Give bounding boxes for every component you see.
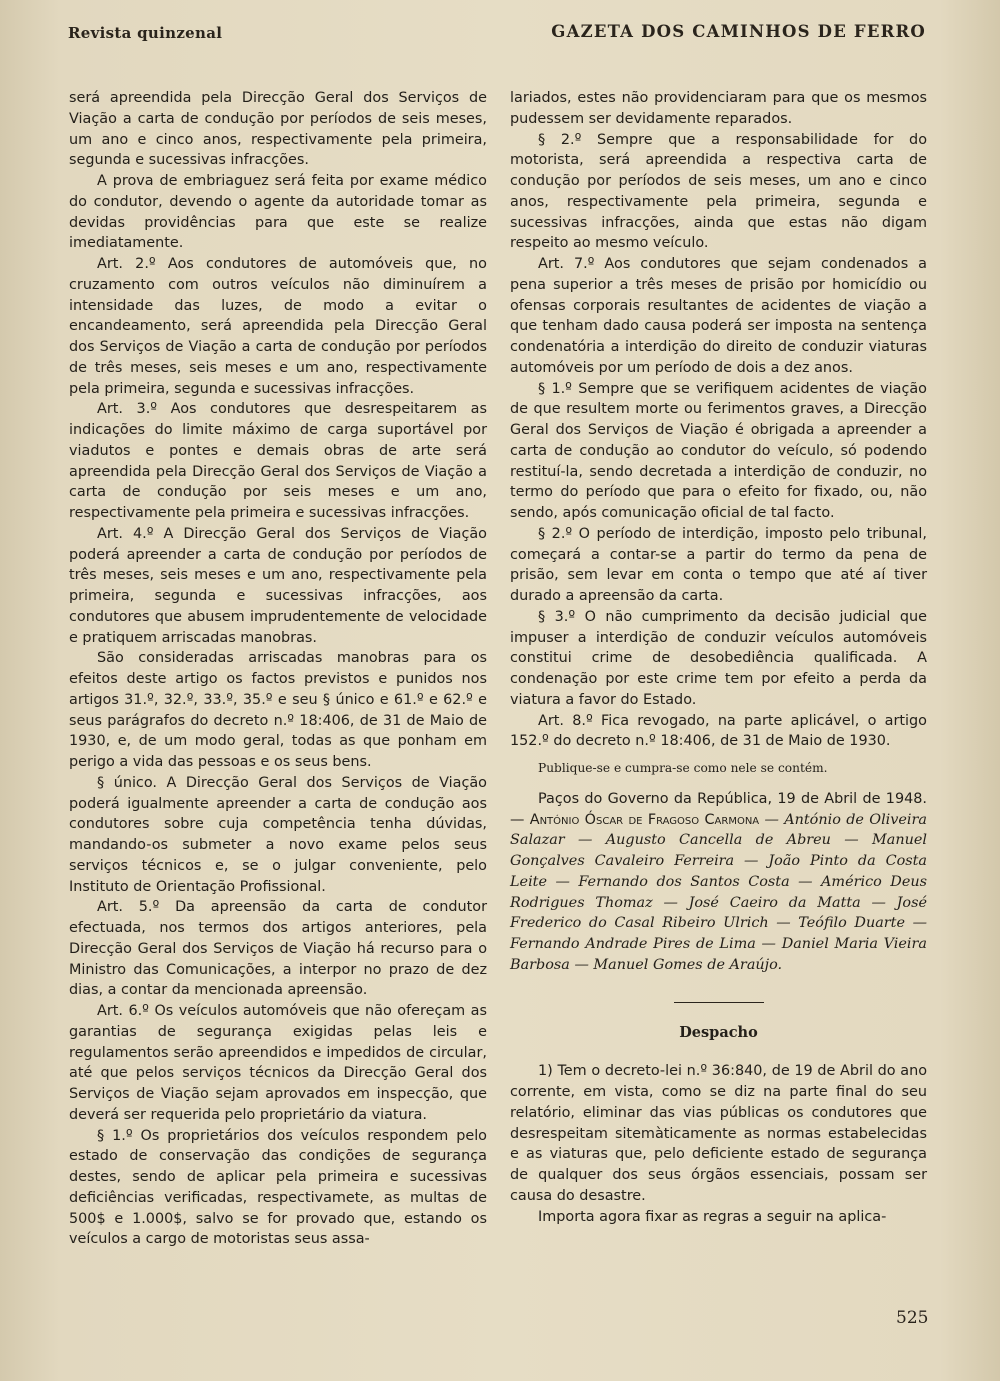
page-number: 525 [896,1308,929,1328]
running-header-right: GAZETA DOS CAMINHOS DE FERRO [551,22,926,41]
paragraph: lariados, estes não providenciaram para que os mesmos pudessem ser devidamente reparados. [510,90,927,127]
right-column [510,88,927,1227]
paragraph-art-4: Art. 4.º A Direcção Geral dos Serviços de Viação poderá apreender a carta de condução por períodos de três meses, seis meses e um ano, respectivamente pela primeira, segunda e sucessivas infracções, aos condutores que abusem imprudentemente de velocidade e pratiquem arriscadas manobras. [69,525,487,646]
paragraph: § 1.º Os proprietários dos veículos respondem pelo estado de conservação das condições de segurança destes, sendo de aplicar pela primeira e sucessivas deficiências verificadas, respectivamete, as multas de 500$ e 1.000$, salvo se for provado que, estando os veículos a cargo de motoristas seus assa- [69,1127,487,1248]
publish-note: Publique-se e cumpra-se como nele se contém. [538,761,828,775]
paragraph: § 2.º O período de interdição, imposto pelo tribunal, começará a contar-se a partir do termo da pena de prisão, sem levar em conta o tempo que até aí tiver durado a apreensão da carta. [510,525,927,604]
signature-block [510,789,927,976]
left-column [69,88,487,1250]
signature-intro: Paços do Governo da República, 19 de Abril de 1948. — [510,790,927,828]
paragraph-art-7: Art. 7.º Aos condutores que sejam condenados a pena superior a três meses de prisão por homicídio ou ofensas corporais resultantes de acidentes de viação a que tenham dado causa poderá ser imposta na sentença condenatória a interdição do direito de conduzir viaturas automóveis por um período de dois a dez anos. [510,256,927,376]
paragraph: § 3.º O não cumprimento da decisão judicial que impuser a interdição de conduzir veículos automóveis constitui crime de desobediência qualificada. A condenação por este crime tem por efeito a perda da viatura a favor do Estado. [510,608,927,708]
paragraph-art-2: Art. 2.º Aos condutores de automóveis que, no cruzamento com outros veículos não diminuírem a intensidade das luzes, de modo a evitar o encandeamento, será apreendida pela Direcção Geral dos Serviços de Viação a carta de condução por períodos de três meses, seis meses e um ano, respectivamente pela primeira, segunda e sucessivas infracções. [69,256,487,397]
section-divider [674,1002,764,1003]
paragraph-paragrafo-unico: § único. A Direcção Geral dos Serviços de Viação poderá igualmente apreender a carta de condução aos condutores sobre cuja competência tenha dúvidas, mandando-os submeter a novo exame pelos seus serviços técnicos e, se o julgar conveniente, pelo Instituto de Orientação Profissional. [69,774,487,895]
paragraph: 1) Tem o decreto-lei n.º 36:840, de 19 de Abril do ano corrente, em vista, como se diz na parte final do seu relatório, eliminar das vias públicas os condutores que desrespeitam sitemàticamente as normas estabelecidas e as viaturas que, pelo deficiente estado de segurança de qualquer dos seus órgãos essenciais, possam ser causa do desastre. [510,1063,927,1204]
paragraph: A prova de embriaguez será feita por exame médico do condutor, devendo o agente da autoridade tomar as devidas providências para que este se realize imediatamente. [69,173,487,252]
section-title: Despacho [679,1023,758,1041]
paragraph-art-3: Art. 3.º Aos condutores que desrespeitarem as indicações do limite máximo de carga suportável por viadutos e pontes e demais obras de arte será apreendida pela Direcção Geral dos Serviços de Viação a carta de condução por seis meses e um ano, respectivamente pela primeira e sucessivas infracções. [69,401,487,521]
paragraph: São consideradas arriscadas manobras para os efeitos deste artigo os factos previstos e punidos nos artigos 31.º, 32.º, 33.º, 35.º e seu § único e 61.º e 62.º e seus parágrafos do decreto n.º 18:406, de 31 de Maio de 1930, e, de um modo geral, todas as que ponham em perigo a vida das pessoas e os seus bens. [69,650,487,770]
paragraph: Importa agora fixar as regras a seguir na aplica- [538,1208,887,1225]
paragraph: § 2.º Sempre que a responsabilidade for do motorista, será apreendida a respectiva carta de condução por períodos de seis meses, um ano e cinco anos, respectivamente pela primeira, segunda e sucessivas infracções, ainda que estas não digam respeito ao mesmo veículo. [510,131,927,252]
paragraph-art-8: Art. 8.º Fica revogado, na parte aplicável, o artigo 152.º do decreto n.º 18:406, de 31 de Maio de 1930. [510,712,927,750]
paragraph: será apreendida pela Direcção Geral dos Serviços de Viação a carta de condução por períodos de seis meses, um ano e cinco anos, respectivamente pela primeira, segunda e sucessivas infracções. [69,90,487,169]
signature-president: António Óscar de Fragoso Carmona [529,811,760,828]
paragraph-art-5: Art. 5.º Da apreensão da carta de condutor efectuada, nos termos dos artigos anteriores, pela Direcção Geral dos Serviços de Viação há recurso para o Ministro das Comunicações, a interpor no prazo de dez dias, a contar da mencionada apreensão. [69,899,487,999]
paragraph-art-6: Art. 6.º Os veículos automóveis que não ofereçam as garantias de segurança exigidas pelas leis e regulamentos serão apreendidos e impedidos de circular, até que pelos serviços técnicos da Direcção Geral dos Serviços de Viação sejam aprovados em inspecção, que deverá ser requerida pelo proprietário da viatura. [69,1003,487,1123]
signature-ministers: — António de Oliveira Salazar — Augusto Cancella de Abreu — Manuel Gonçalves Cavaleiro Ferreira — João Pinto da Costa Leite — Fernando dos Santos Costa — Américo Deus Rodrigues Thomaz — José Caeiro da Matta — José Frederico do Casal Ribeiro Ulrich — Teófilo Duarte — Fernando Andrade Pires de Lima — Daniel Maria Vieira Barbosa — Manuel Gomes de Araújo. [510,811,927,973]
paragraph: § 1.º Sempre que se verifiquem acidentes de viação de que resultem morte ou ferimentos graves, a Direcção Geral dos Serviços de Viação é obrigada a apreender a carta de condução ao condutor do veículo, só podendo restituí-la, sendo decretada a interdição de conduzir, no termo do período que para o efeito for fixado, ou, não sendo, após comunicação oficial de tal facto. [510,380,927,521]
running-header-left: Revista quinzenal [68,24,223,42]
